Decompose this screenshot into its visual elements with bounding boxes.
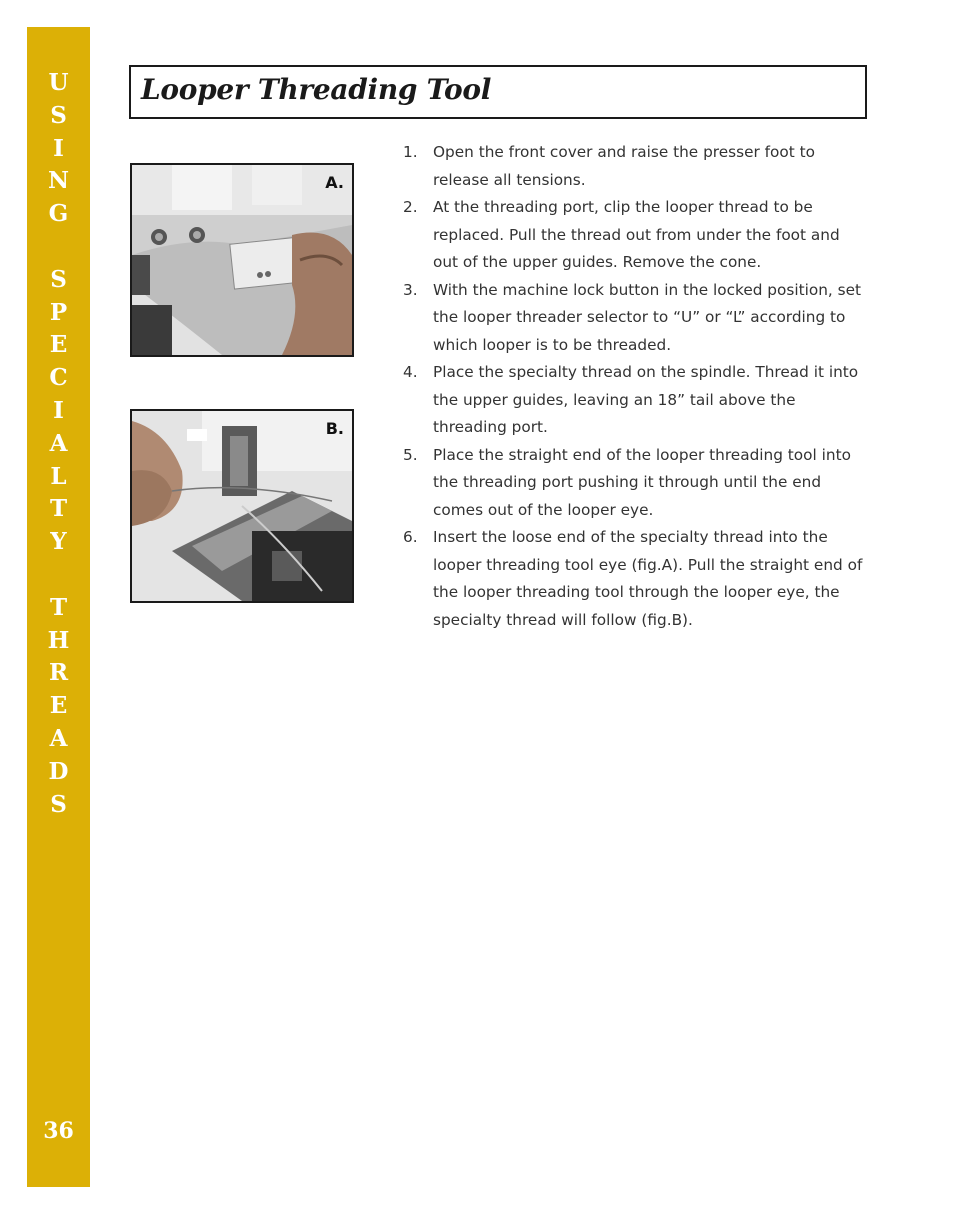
step-text: Place the straight end of the looper threading tool into the threading port pushing it through until the end comes out of the looper eye.	[433, 445, 851, 519]
instruction-steps	[403, 139, 869, 634]
title-box	[129, 65, 867, 119]
figure-a-label: A.	[325, 173, 344, 192]
sewing-machine-threading-port-image	[132, 165, 352, 355]
step-item	[403, 139, 869, 194]
sidebar-letter: U	[48, 69, 69, 96]
step-text: Place the specialty thread on the spindle. Thread it into the upper guides, leaving an 18” tail above the threading port.	[433, 363, 859, 436]
figure-b-label: B.	[325, 419, 344, 438]
sidebar-letter: S	[50, 265, 67, 293]
step-item	[403, 194, 869, 277]
sidebar-letter: I	[53, 134, 64, 162]
step-number: 1.	[403, 143, 418, 161]
sidebar-letter: P	[49, 298, 68, 326]
section-title-vertical	[27, 67, 90, 821]
sidebar-letter: T	[49, 495, 68, 523]
figure-a-photo	[130, 163, 354, 357]
sidebar-letter: N	[47, 167, 70, 195]
page-number: 36	[43, 1118, 74, 1144]
figure-b-photo	[130, 409, 354, 603]
sidebar-letter: E	[49, 331, 68, 359]
page-title: Looper Threading Tool	[141, 73, 492, 106]
sidebar-letter: H	[47, 626, 70, 654]
sidebar-letter: G	[48, 200, 69, 228]
sidebar-letter: C	[49, 364, 68, 392]
sidebar-letter: E	[49, 692, 68, 720]
section-sidebar	[27, 27, 90, 1187]
step-number: 2.	[403, 198, 418, 216]
step-text: Open the front cover and raise the presser foot to release all tensions.	[433, 143, 815, 189]
step-text: At the threading port, clip the looper thread to be replaced. Pull the thread out from under the foot and out of the upper guides. Remove the cone.	[433, 198, 840, 271]
step-text: With the machine lock button in the locked position, set the looper threader selector to “U” or “L” according to which looper is to be threaded.	[433, 280, 861, 354]
step-item	[403, 277, 869, 360]
step-item	[403, 442, 869, 525]
step-number: 3.	[403, 280, 418, 299]
sidebar-letter: I	[53, 396, 64, 424]
looper-threading-tool-image	[132, 411, 352, 601]
sidebar-letter: Y	[50, 528, 67, 556]
step-number: 4.	[403, 363, 418, 381]
step-item	[403, 524, 869, 634]
sidebar-letter: D	[48, 757, 69, 785]
sidebar-letter: S	[50, 101, 67, 129]
step-text: Insert the loose end of the specialty thread into the looper threading tool eye (fig.A). Pull the straight end of the looper threading tool through the looper eye, the specialty thread will follow (fig.B).	[433, 528, 863, 629]
sidebar-letter: A	[49, 429, 68, 457]
step-item	[403, 359, 869, 442]
sidebar-letter: T	[49, 593, 68, 621]
step-number: 5.	[403, 445, 418, 464]
step-number: 6.	[403, 528, 418, 546]
sidebar-letter: R	[48, 659, 69, 687]
sidebar-letter: A	[49, 724, 68, 752]
sidebar-letter: S	[50, 790, 67, 818]
sidebar-letter: L	[50, 462, 67, 490]
